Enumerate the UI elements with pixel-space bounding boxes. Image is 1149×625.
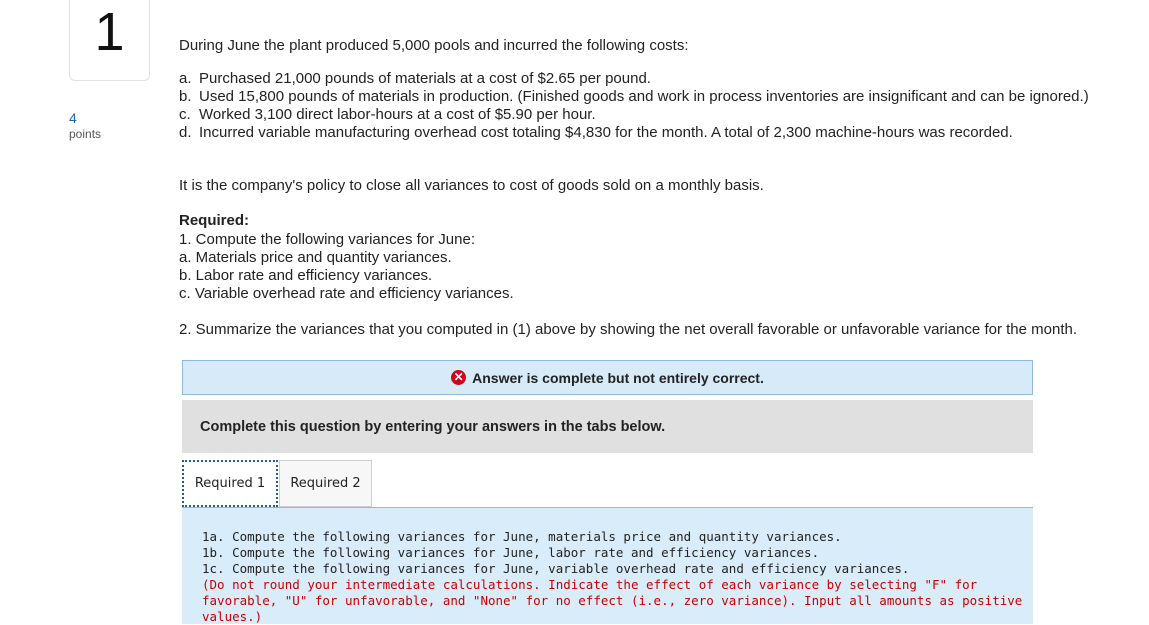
item-letter: b. xyxy=(179,88,192,105)
cost-list xyxy=(179,70,1129,142)
required-list xyxy=(179,231,514,303)
required-heading: Required: xyxy=(179,212,250,229)
tab-label: Required 1 xyxy=(194,476,266,491)
intro-text: During June the plant produced 5,000 pools and incurred the following costs: xyxy=(179,37,689,54)
panel-line: 1c. Compute the following variances for June, variable overhead rate and efficiency variances. xyxy=(202,561,910,576)
item-text: Incurred variable manufacturing overhead cost totaling $4,830 for the month. A total of 2,300 machine-hours was recorded. xyxy=(199,124,1013,141)
policy-text: It is the company's policy to close all variances to cost of goods sold on a monthly basis. xyxy=(179,177,764,194)
panel-line: 1a. Compute the following variances for June, materials price and quantity variances. xyxy=(202,529,842,544)
answer-status-banner xyxy=(182,360,1033,395)
list-item xyxy=(179,106,1129,124)
list-item xyxy=(179,88,1129,106)
required-summary: 2. Summarize the variances that you computed in (1) above by showing the net overall favorable or unfavorable variance for the month. xyxy=(179,321,1077,338)
required-line: 1. Compute the following variances for June: xyxy=(179,231,475,248)
item-letter: a. xyxy=(179,70,192,87)
required-line: c. Variable overhead rate and efficiency variances. xyxy=(179,285,514,302)
x-circle-icon: ✕ xyxy=(451,370,466,385)
instruction-bar xyxy=(182,400,1033,453)
required-line: a. Materials price and quantity variances. xyxy=(179,249,452,266)
panel-note: (Do not round your intermediate calculations. Indicate the effect of each variance by selecting "F" for favorable, "U" for unfavorable, and "None" for no effect (i.e., zero variance). Input all amounts as positive values.) xyxy=(202,577,1023,624)
tab-content-panel xyxy=(182,507,1033,624)
item-text: Purchased 21,000 pounds of materials at a cost of $2.65 per pound. xyxy=(199,70,651,87)
answer-status-text: Answer is complete but not entirely correct. xyxy=(472,369,764,386)
points-label: points xyxy=(69,127,102,141)
list-item xyxy=(179,124,1129,142)
question-number-box xyxy=(69,0,150,81)
item-letter: c. xyxy=(179,106,191,123)
tab-required-2[interactable] xyxy=(279,460,372,507)
item-text: Worked 3,100 direct labor-hours at a cost of $5.90 per hour. xyxy=(199,106,596,123)
list-item xyxy=(179,70,1129,88)
panel-line: 1b. Compute the following variances for June, labor rate and efficiency variances. xyxy=(202,545,820,560)
tab-required-1[interactable] xyxy=(182,460,278,507)
instruction-text: Complete this question by entering your answers in the tabs below. xyxy=(200,418,666,435)
points-value: 4 xyxy=(69,110,77,126)
tab-label: Required 2 xyxy=(290,476,361,491)
required-line: b. Labor rate and efficiency variances. xyxy=(179,267,433,284)
item-text: Used 15,800 pounds of materials in production. (Finished goods and work in process inventories are insignificant and can be ignored.) xyxy=(199,88,1089,105)
item-letter: d. xyxy=(179,124,192,141)
question-number: 1 xyxy=(94,2,125,62)
